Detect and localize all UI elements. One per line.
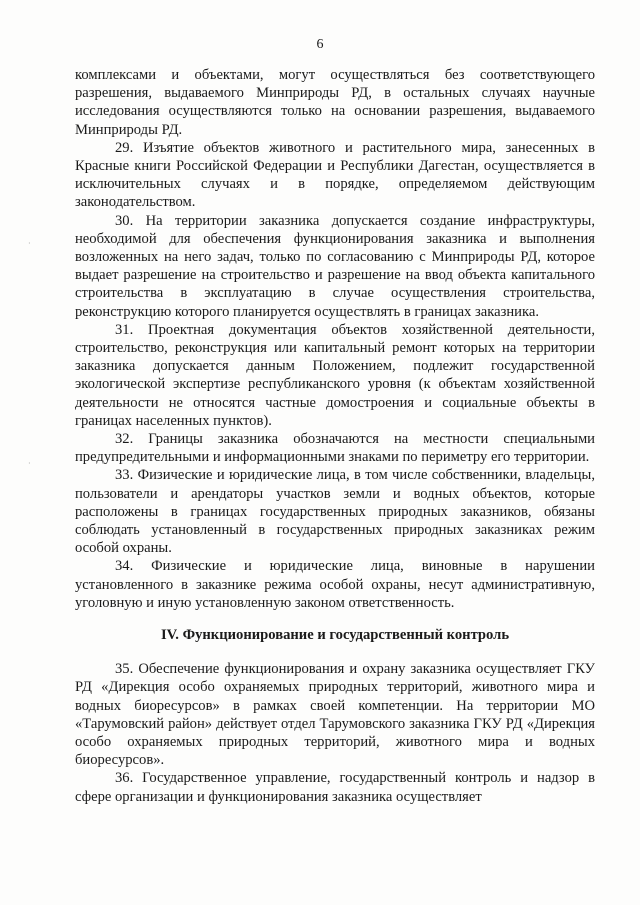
paragraph-36: 36. Государственное управление, государственный контроль и надзор в сфере организации и функционирования заказника осуществляет — [75, 770, 595, 805]
paragraph-30: 30. На территории заказника допускается создание инфраструктуры, необходимой для обеспечения функционирования заказника и выполнения возложенных на него задач, только по согласованию с Минприроды РД, которое выдает разрешение на строительство и разрешение на ввод объекта капитального строительства в эксплуатацию в случае осуществления строительства, реконструкцию которого планируется осуществлять в границах заказника. — [75, 212, 595, 320]
paragraph-35: 35. Обеспечение функционирования и охрану заказника осуществляет ГКУ РД «Дирекция особо охраняемых природных территорий, животного мира и водных биоресурсов» в рамках своей компетенции. На территории МО «Тарумовский район» действует отдел Тарумовского заказника ГКУ РД «Дирекция особо охраняемых природных территорий, животного мира и водных биоресурсов». — [75, 661, 595, 769]
document-body — [75, 66, 595, 806]
paragraph-33: 33. Физические и юридические лица, в том числе собственники, владельцы, пользователи и арендаторы участков земли и водных объектов, которые расположены в границах государственных природных заказников, обязаны соблюдать установленный в государственных природных заказниках режим особой охраны. — [75, 467, 595, 557]
paragraph-32: 32. Границы заказника обозначаются на местности специальными предупредительными и информационными знаками по периметру его территории. — [75, 431, 595, 466]
binding-hole-mark: · — [28, 239, 31, 248]
paragraph-34: 34. Физические и юридические лица, виновные в нарушении установленного в заказнике режима особой охраны, несут административную, уголовную и иную установленную законом ответственность. — [75, 558, 595, 611]
paragraph-continuation: комплексами и объектами, могут осуществляться без соответствующего разрешения, выдаваемого Минприроды РД, в остальных случаях научные исследования осуществляются только на основании разрешения, выдаваемого Минприроды РД. — [75, 67, 595, 138]
binding-hole-mark: · — [28, 459, 31, 468]
paragraph-29: 29. Изъятие объектов животного и растительного мира, занесенных в Красные книги Российской Федерации и Республики Дагестан, осуществляется в исключительных случаях и в порядке, определяемом действующим законодательством. — [75, 139, 595, 211]
section-heading: IV. Функционирование и государственный контроль — [160, 627, 510, 644]
page-number: 6 — [316, 37, 324, 52]
paragraph-31: 31. Проектная документация объектов хозяйственной деятельности, строительство, реконструкция или капитальный ремонт которых на территории заказника допускается данным Положением, подлежит государственной экологической экспертизе республиканского уровня (к объектам хозяйственной деятельности не относятся частные домостроения и социальные объекты в границах населенных пунктов). — [75, 321, 595, 429]
